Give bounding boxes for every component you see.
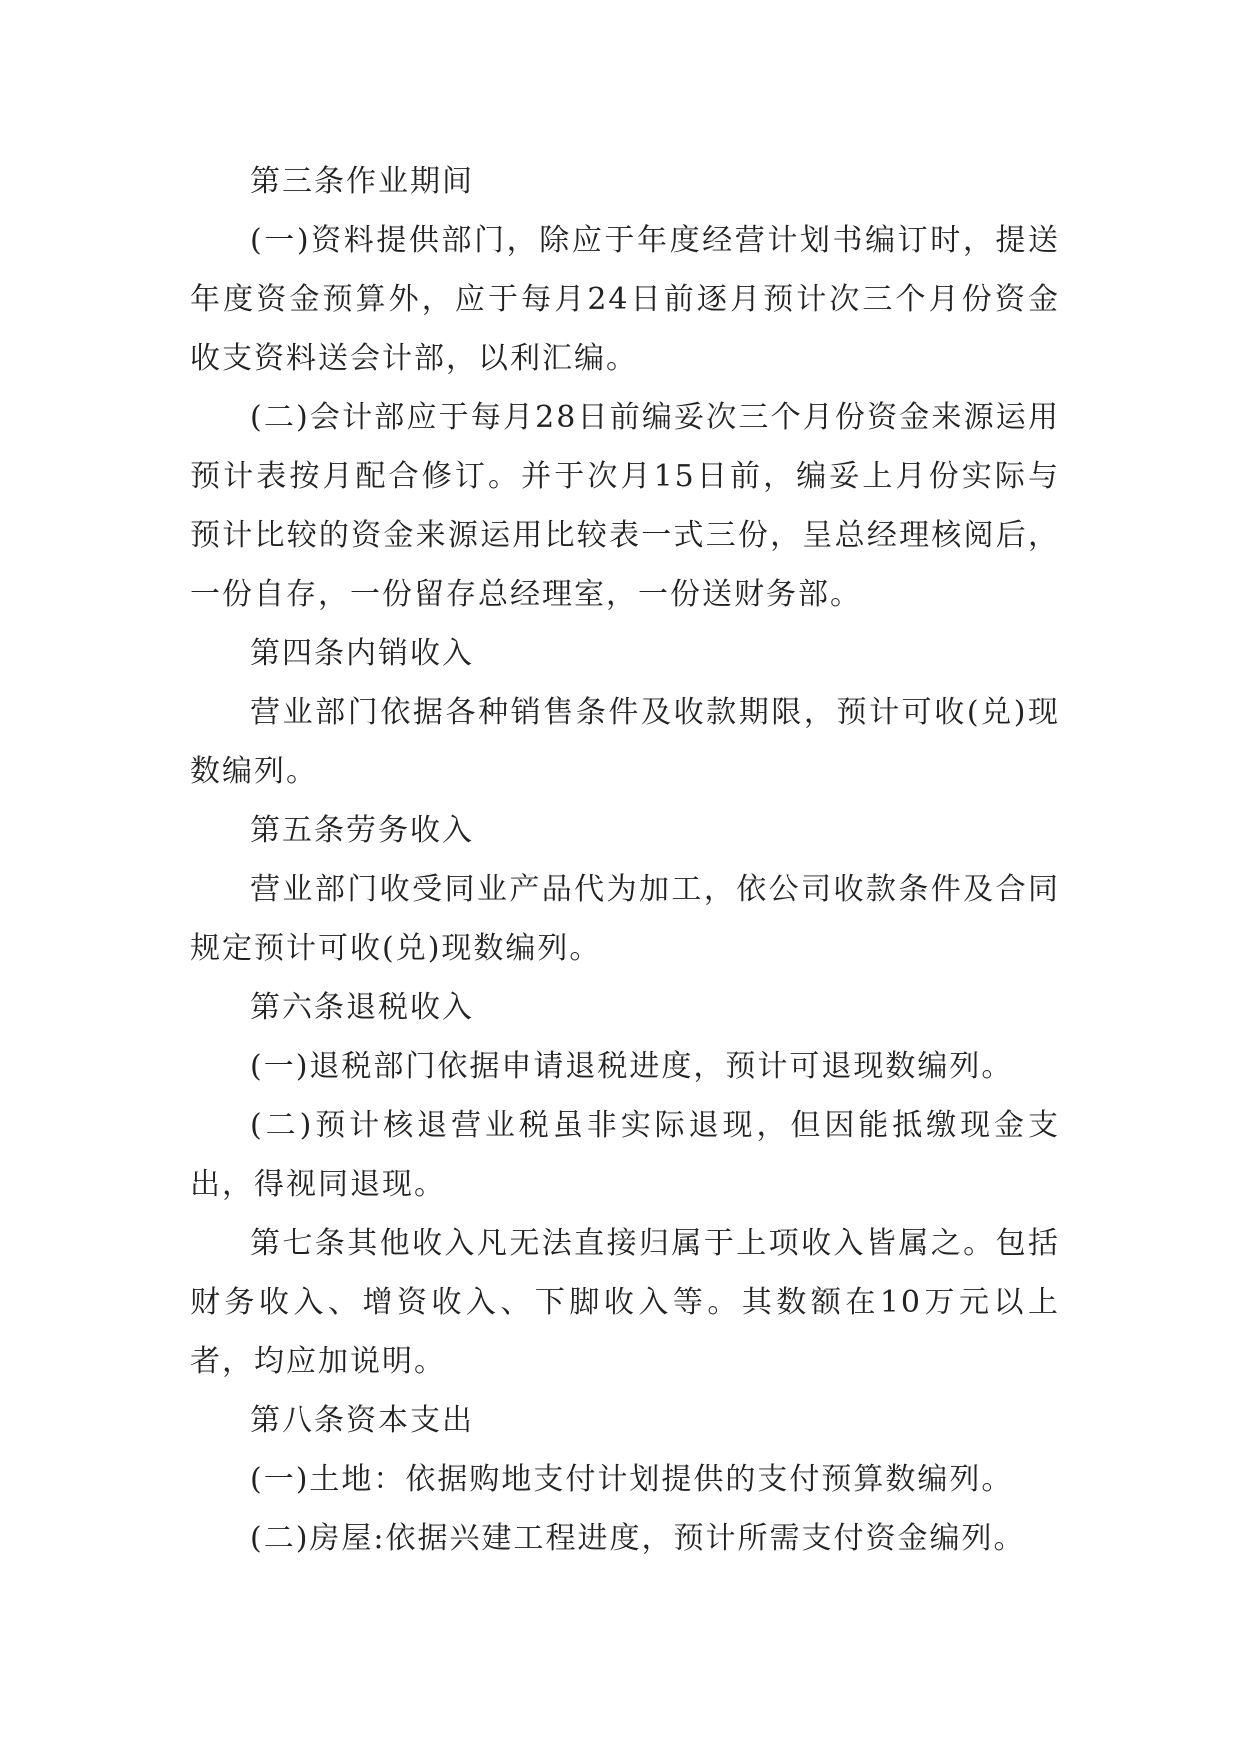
article-8-clause-2: (二)房屋:依据兴建工程进度，预计所需支付资金编列。: [250, 1521, 1026, 1556]
article-6-clause-1: (一)退税部门依据申请退税进度，预计可退现数编列。: [250, 1049, 1014, 1084]
article-7-text: 第七条其他收入凡无法直接归属于上项收入皆属之。包括财务收入、增资收入、下脚收入等。其数额在10万元以上者，均应加说明。: [190, 1226, 1060, 1379]
document-body: [190, 152, 1060, 1568]
article-3-clause-1: (一)资料提供部门，除应于年度经营计划书编订时，提送年度资金预算外，应于每月24日前逐月预计次三个月份资金收支资料送会计部，以利汇编。: [190, 223, 1060, 376]
article-8-clause-1: (一)土地：依据购地支付计划提供的支付预算数编列。: [250, 1462, 1014, 1497]
article-4-heading: 第四条内销收入: [250, 636, 474, 671]
article-6-heading: 第六条退税收入: [250, 990, 474, 1025]
article-3-clause-2: (二)会计部应于每月28日前编妥次三个月份资金来源运用预计表按月配合修订。并于次月15日前，编妥上月份实际与预计比较的资金来源运用比较表一式三份，呈总经理核阅后，一份自存，一份留存总经理室，一份送财务部。: [190, 400, 1060, 612]
article-3-heading: 第三条作业期间: [250, 164, 474, 199]
article-5-text: 营业部门收受同业产品代为加工，依公司收款条件及合同规定预计可收(兑)现数编列。: [190, 872, 1060, 966]
article-4-text: 营业部门依据各种销售条件及收款期限，预计可收(兑)现数编列。: [190, 695, 1060, 789]
article-5-heading: 第五条劳务收入: [250, 813, 474, 848]
article-6-clause-2: (二)预计核退营业税虽非实际退现，但因能抵缴现金支出，得视同退现。: [190, 1108, 1060, 1202]
article-8-heading: 第八条资本支出: [250, 1403, 474, 1438]
